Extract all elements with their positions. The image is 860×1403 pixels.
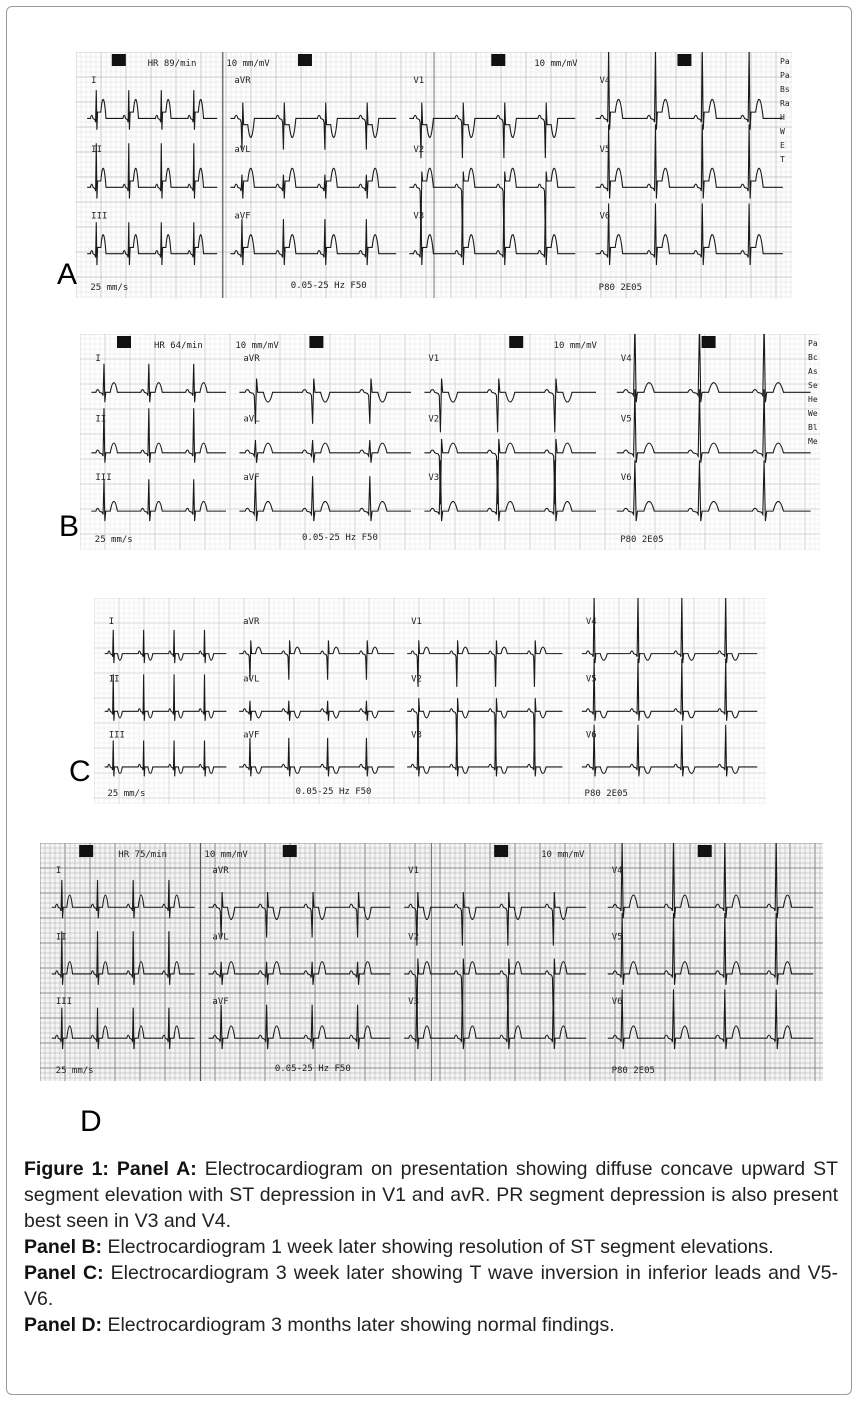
lead-label-v1: V1 [413,75,425,86]
device-label: P80 2E05 [620,535,664,545]
filter-label: 0.05-25 Hz F50 [302,533,378,543]
side-note: Bl [808,423,818,432]
side-note: Bc [808,353,818,362]
lead-label-v6: V6 [611,996,623,1007]
side-note: He [808,395,818,404]
gain-label-right: 10 mm/mV [541,850,585,860]
lead-label-v2: V2 [413,144,425,155]
ecg-strip-svg [80,334,820,550]
lead-label-avf: aVF [243,730,260,741]
speed-label: 25 mm/s [90,283,129,293]
lead-label-iii: III [108,730,125,741]
panel-label-a: A [57,258,78,291]
lead-label-ii: II [108,674,120,685]
lead-label-v3: V3 [408,996,420,1007]
side-note: Pa [780,57,790,66]
side-note: Pa [780,71,790,80]
lead-label-avr: aVR [212,865,229,876]
lead-label-v2: V2 [411,674,422,685]
caption-panel-d: Panel D: Electrocardiogram 3 months later showing normal findings. [24,1314,615,1336]
lead-label-avf: aVF [212,996,229,1007]
ecg-strip-svg [76,52,792,298]
filter-label: 0.05-25 Hz F50 [295,787,372,797]
gain-label-right: 10 mm/mV [534,59,578,69]
side-note: H [780,113,785,122]
lead-label-v1: V1 [428,354,440,365]
speed-label: 25 mm/s [94,535,133,545]
lead-label-v5: V5 [585,674,597,685]
hr-readout: HR 64/min [154,341,203,351]
ecg-panel-d [40,843,823,1081]
filter-label: 0.05-25 Hz F50 [290,281,367,291]
device-label: P80 2E05 [611,1066,655,1076]
side-note: Pa [808,339,818,348]
lead-label-v4: V4 [620,354,632,365]
lead-label-v2: V2 [428,414,440,425]
speed-label: 25 mm/s [107,789,146,799]
side-note: Ra [780,99,790,108]
gain-label-left: 10 mm/mV [204,850,248,860]
lead-label-avl: aVL [212,932,229,943]
device-label: P80 2E05 [598,283,643,293]
caption-panel-c: Panel C: Electrocardiogram 3 week later showing T wave inversion in inferior leads and V5-V6. [24,1262,838,1310]
filter-label: 0.05-25 Hz F50 [274,1064,351,1074]
lead-label-v3: V3 [413,211,425,222]
side-note: Me [808,437,818,446]
hr-readout: HR 75/min [118,850,168,860]
lead-label-v5: V5 [620,414,632,425]
lead-label-ii: II [55,932,67,943]
lead-label-v4: V4 [611,865,623,876]
panel-label-d: D [80,1105,102,1138]
speed-label: 25 mm/s [55,1066,94,1076]
lead-label-iii: III [95,473,112,484]
gain-label-left: 10 mm/mV [235,341,279,351]
lead-label-v6: V6 [599,211,611,222]
caption-panel-a: Figure 1: Panel A: Electrocardiogram on presentation showing diffuse concave upward ST segment elevation with ST depression in V1 and avR. PR segment depression is also present best seen in V3 and V4. [24,1158,838,1232]
lead-label-ii: II [95,414,107,425]
ecg-panel-b [80,334,820,550]
lead-label-i: I [55,865,62,876]
lead-label-iii: III [91,211,108,222]
lead-label-i: I [95,354,101,365]
lead-label-i: I [108,616,115,627]
lead-label-v4: V4 [585,616,597,627]
lead-label-v2: V2 [408,932,420,943]
side-note: E [780,141,785,150]
side-note: Se [808,381,818,390]
device-label: P80 2E05 [584,789,628,799]
side-note: We [808,409,818,418]
lead-label-v6: V6 [620,473,632,484]
lead-label-avl: aVL [243,674,260,685]
ecg-panel-a [76,52,792,298]
lead-label-avr: aVR [243,354,260,365]
lead-label-avf: aVF [234,211,251,222]
hr-readout: HR 89/min [147,59,197,69]
lead-label-v5: V5 [611,932,623,943]
side-note: Bs [780,85,790,94]
ecg-panel-c [94,598,766,804]
lead-label-ii: II [91,144,103,155]
lead-label-v5: V5 [599,144,611,155]
lead-label-v1: V1 [411,616,422,627]
lead-label-v3: V3 [428,473,440,484]
panel-label-b: B [59,510,80,543]
ecg-strip-svg [40,843,823,1081]
lead-label-avl: aVL [234,144,251,155]
lead-label-avl: aVL [243,414,260,425]
figure-caption [24,1156,838,1338]
ecg-strip-svg [94,598,766,804]
lead-label-avf: aVF [243,473,260,484]
lead-label-i: I [91,75,97,86]
gain-label-right: 10 mm/mV [553,341,597,351]
lead-label-avr: aVR [234,75,251,86]
side-note: W [780,127,785,136]
side-note: T [780,155,785,164]
side-note: As [808,367,818,376]
lead-label-iii: III [55,996,73,1007]
lead-label-v4: V4 [599,75,611,86]
panel-label-c: C [69,755,91,788]
lead-label-v1: V1 [408,865,420,876]
lead-label-v6: V6 [585,730,597,741]
gain-label-left: 10 mm/mV [226,59,270,69]
caption-panel-b: Panel B: Electrocardiogram 1 week later showing resolution of ST segment elevations. [24,1236,774,1258]
lead-label-v3: V3 [411,730,422,741]
lead-label-avr: aVR [243,616,260,627]
